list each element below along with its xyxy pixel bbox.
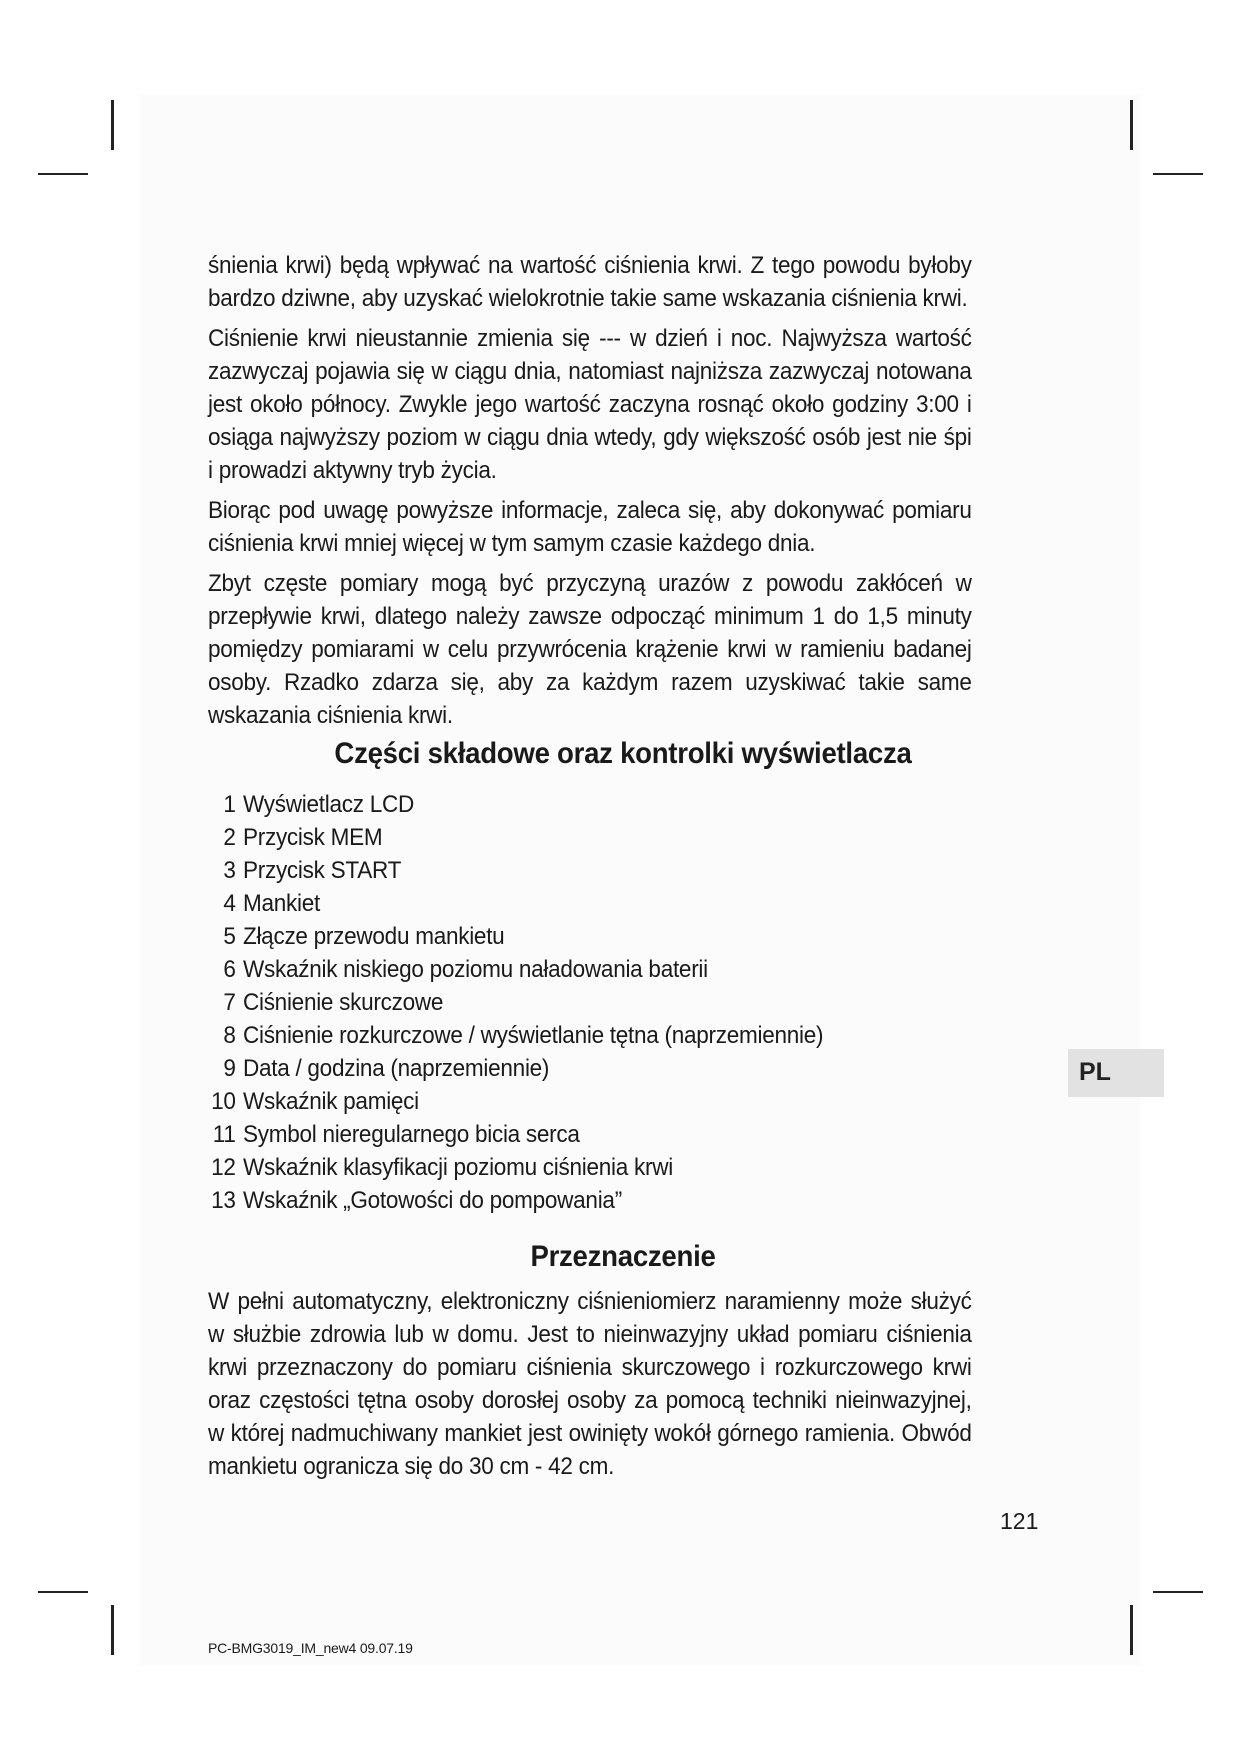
list-item: [208, 887, 944, 920]
item-number: 12: [211, 1154, 236, 1181]
intro-text: [208, 249, 972, 739]
item-number: 7: [223, 989, 236, 1016]
list-item: [208, 854, 944, 887]
language-tab: PL: [1068, 1049, 1164, 1097]
list-item: [208, 1184, 944, 1217]
purpose-paragraph: W pełni automatyczny, elektroniczny ciśnieniomierz naramienny może służyć w służbie zdrowia lub w domu. Jest to nieinwazyjny układ pomiaru ciśnienia krwi przeznaczony do pomiaru ciśnienia skurczowego i rozkurczowego krwi oraz częstości tętna osoby dorosłej osoby za pomocą techniki nieinwazyjnej, w której nadmuchiwany mankiet jest owinięty wokół górnego ramienia. Obwód mankietu ogranicza się do 30 cm - 42 cm.: [208, 1288, 972, 1480]
item-number: 4: [223, 890, 236, 917]
footer-code: PC-BMG3019_IM_new4 09.07.19: [208, 1640, 413, 1656]
item-label: Wskaźnik „Gotowości do pompowania”: [242, 1187, 622, 1214]
paragraph-2: Ciśnienie krwi nieustannie zmienia się --- w dzień i noc. Najwyższa wartość zazwyczaj pojawia się w ciągu dnia, natomiast najniższa zazwyczaj notowana jest około północy. Zwykle jego wartość zaczyna rosnąć około godziny 3:00 i osiąga najwyższy poziom w ciągu dnia wtedy, gdy większość osób jest nie śpi i prowadzi aktywny tryb życia.: [208, 325, 972, 484]
item-number: 3: [223, 857, 236, 884]
item-number: 9: [223, 1055, 236, 1082]
item-label: Ciśnienie rozkurczowe / wyświetlanie tętna (naprzemiennie): [242, 1022, 824, 1049]
paragraph-3: Biorąc pod uwagę powyższe informacje, zaleca się, aby dokonywać pomiaru ciśnienia krwi mniej więcej w tym samym czasie każdego dnia.: [208, 497, 972, 557]
item-number: 10: [211, 1088, 236, 1115]
list-item: [208, 821, 944, 854]
crop-mark-top-left-vertical: [111, 100, 114, 150]
item-label: Wskaźnik niskiego poziomu naładowania baterii: [242, 956, 708, 983]
item-label: Mankiet: [242, 890, 320, 917]
list-item: [208, 1052, 944, 1085]
crop-mark-top-right-horizontal: [1153, 173, 1203, 175]
item-label: Symbol nieregularnego bicia serca: [242, 1121, 580, 1148]
purpose-text-block: [208, 1285, 972, 1490]
crop-mark-bottom-right-vertical: [1130, 1605, 1133, 1655]
crop-mark-bottom-left-vertical: [111, 1605, 114, 1655]
list-item: [208, 986, 944, 1019]
item-label: Wyświetlacz LCD: [242, 791, 414, 818]
list-item: [208, 1118, 944, 1151]
list-item: [208, 953, 944, 986]
paragraph-1: śnienia krwi) będą wpływać na wartość ciśnienia krwi. Z tego powodu byłoby bardzo dziwne, aby uzyskać wielokrotnie takie same wskazania ciśnienia krwi.: [208, 252, 972, 312]
list-item: [208, 1019, 944, 1052]
item-number: 11: [212, 1121, 236, 1148]
list-item: [208, 1085, 944, 1118]
item-label: Wskaźnik klasyfikacji poziomu ciśnienia krwi: [242, 1154, 673, 1181]
item-number: 1: [223, 791, 236, 818]
crop-mark-top-right-vertical: [1130, 100, 1133, 150]
paragraph-4: Zbyt częste pomiary mogą być przyczyną urazów z powodu zakłóceń w przepływie krwi, dlatego należy zawsze odpocząć minimum 1 do 1,5 minuty pomiędzy pomiarami w celu przywrócenia krążenie krwi w ramieniu badanej osoby. Rzadko zdarza się, aby za każdym razem uzyskiwać takie same wskazania ciśnienia krwi.: [208, 570, 972, 729]
page-number: 121: [1000, 1508, 1039, 1534]
item-number: 6: [223, 956, 236, 983]
list-item: [208, 788, 944, 821]
item-label: Przycisk START: [242, 857, 402, 884]
item-label: Data / godzina (naprzemiennie): [242, 1055, 550, 1082]
item-number: 8: [223, 1022, 236, 1049]
parts-heading: Części składowe oraz kontrolki wyświetlacza: [334, 737, 912, 770]
list-item: [208, 920, 944, 953]
item-label: Ciśnienie skurczowe: [242, 989, 444, 1016]
crop-mark-bottom-left-horizontal: [38, 1591, 88, 1593]
parts-list: [208, 788, 944, 1217]
list-item: [208, 1151, 944, 1184]
item-number: 5: [223, 923, 236, 950]
crop-mark-bottom-right-horizontal: [1153, 1591, 1203, 1593]
purpose-heading: Przeznaczenie: [530, 1240, 716, 1273]
item-number: 13: [211, 1187, 236, 1214]
crop-mark-top-left-horizontal: [38, 173, 88, 175]
item-number: 2: [223, 824, 236, 851]
item-label: Wskaźnik pamięci: [242, 1088, 419, 1115]
item-label: Złącze przewodu mankietu: [242, 923, 505, 950]
item-label: Przycisk MEM: [242, 824, 383, 851]
